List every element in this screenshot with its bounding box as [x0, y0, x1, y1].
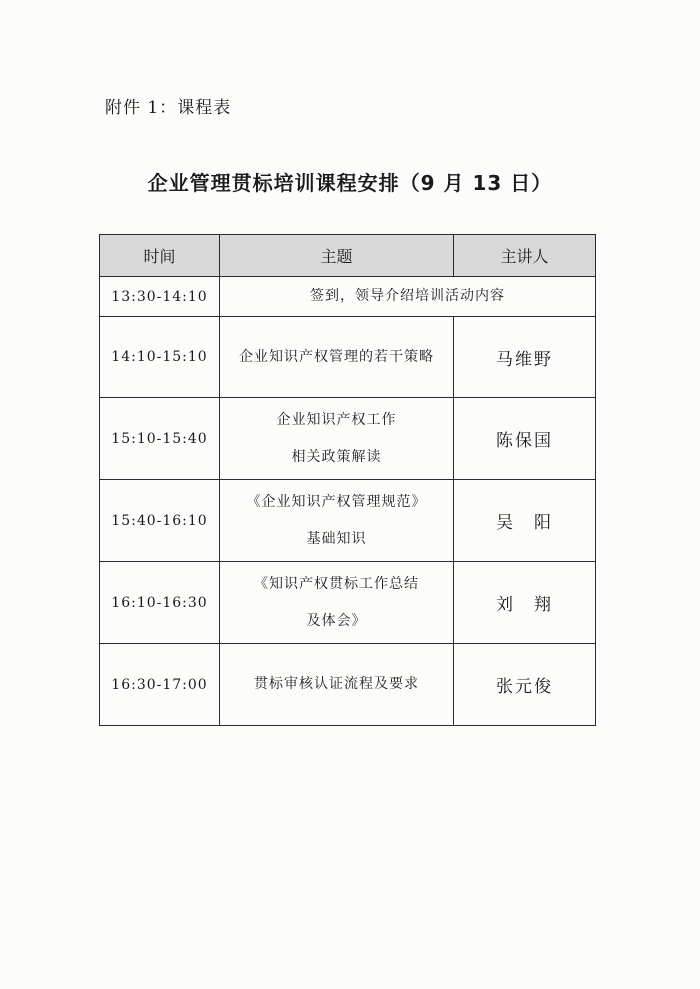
time-cell: 16:30-17:00	[100, 644, 220, 726]
speaker-cell: 马维野	[454, 317, 596, 398]
speaker-cell: 吴 阳	[454, 480, 596, 562]
header-topic: 主题	[220, 235, 454, 277]
table-row	[100, 644, 596, 726]
table-row	[100, 562, 596, 644]
page-title: 企业管理贯标培训课程安排（9 月 13 日）	[147, 171, 553, 195]
table-row	[100, 317, 596, 398]
header-time: 时间	[100, 235, 220, 277]
speaker-cell: 刘 翔	[454, 562, 596, 644]
table-row	[100, 398, 596, 480]
speaker-cell: 张元俊	[454, 644, 596, 726]
speaker-cell: 陈保国	[454, 398, 596, 480]
topic-line: 基础知识	[306, 530, 367, 547]
schedule-table	[99, 234, 596, 726]
table-row	[100, 480, 596, 562]
topic-cell	[220, 317, 454, 398]
topic-cell	[220, 644, 454, 726]
topic-line: 及体会》	[306, 612, 367, 629]
time-cell: 14:10-15:10	[100, 317, 220, 398]
time-cell: 16:10-16:30	[100, 562, 220, 644]
topic-line: 贯标审核认证流程及要求	[254, 676, 419, 693]
topic-cell	[220, 398, 454, 480]
table-header-row	[100, 235, 596, 277]
topic-line: 企业知识产权工作	[276, 412, 397, 429]
opening-topic-cell: 签到，领导介绍培训活动内容	[220, 277, 596, 317]
topic-cell	[220, 480, 454, 562]
table-row-opening	[100, 277, 596, 317]
time-cell: 15:40-16:10	[100, 480, 220, 562]
time-cell: 15:10-15:40	[100, 398, 220, 480]
topic-line: 《企业知识产权管理规范》	[246, 494, 427, 511]
attachment-label: 附件 1：课程表	[105, 98, 232, 118]
header-speaker: 主讲人	[454, 235, 596, 277]
time-cell: 13:30-14:10	[100, 277, 220, 317]
topic-line: 企业知识产权管理的若干策略	[239, 348, 434, 365]
topic-cell	[220, 562, 454, 644]
topic-line: 相关政策解读	[291, 448, 382, 465]
topic-line: 《知识产权贯标工作总结	[254, 576, 419, 593]
